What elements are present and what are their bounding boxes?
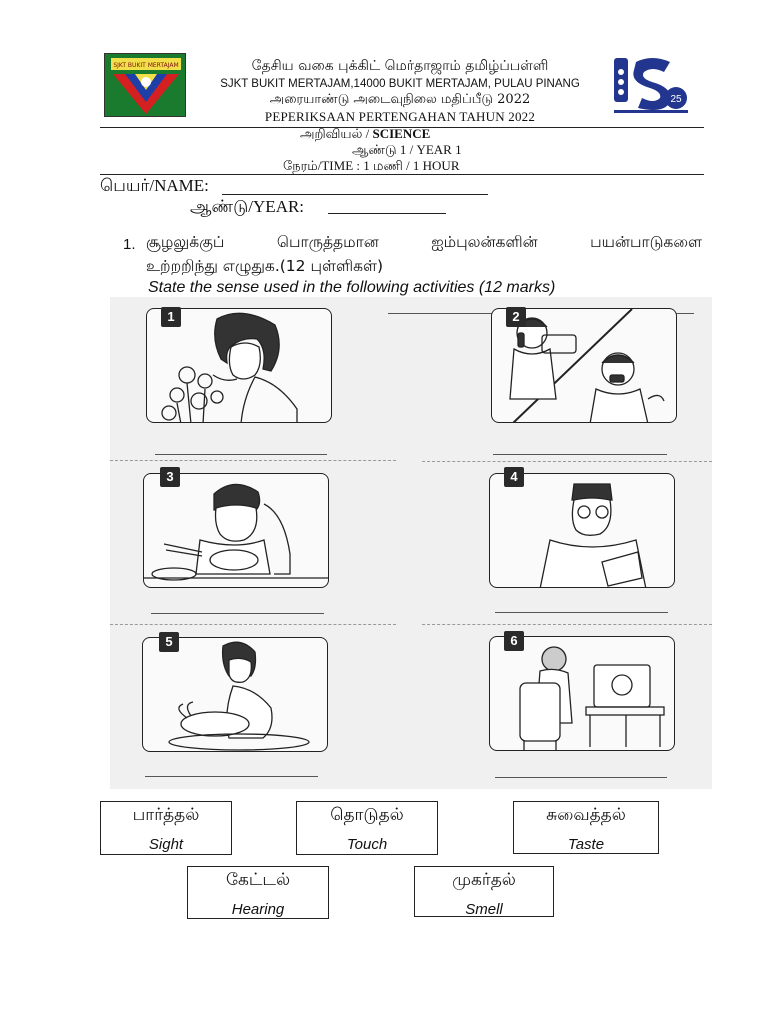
answer-line-1[interactable] xyxy=(155,454,327,455)
is25-logo xyxy=(612,52,690,118)
question-tamil-line2: உற்றறிந்து எழுதுக.(12 புள்ளிகள்) xyxy=(146,257,384,275)
subject-tamil: அறிவியல் / xyxy=(300,126,373,141)
year-label: ஆண்டு 1 / YEAR 1 xyxy=(352,142,462,157)
school-name-english: SJKT BUKIT MERTAJAM,14000 BUKIT MERTAJAM, PULAU PINANG xyxy=(220,78,580,90)
exam-title-malay: PEPERIKSAAN PERTENGAHAN TAHUN 2022 xyxy=(264,109,536,124)
answer-line-5[interactable] xyxy=(145,776,318,777)
option-smell-english: Smell xyxy=(465,901,503,917)
crest-text: SJKT BUKIT MERTAJAM xyxy=(113,62,179,69)
picture-3-eating xyxy=(143,473,329,588)
row-divider-1-right xyxy=(422,461,712,462)
option-touch-english: Touch xyxy=(346,836,388,853)
header-divider-bottom xyxy=(100,174,704,175)
option-taste xyxy=(513,801,659,854)
option-smell xyxy=(414,866,554,917)
option-sight-english: Sight xyxy=(148,836,184,853)
option-smell-tamil: முகர்தல் xyxy=(452,870,516,890)
school-name-tamil: தேசிய வகை புக்கிட் மெர்தாஜாம் தமிழ்ப்பள்ளி xyxy=(251,58,549,74)
picture-1-number: 1 xyxy=(161,307,181,327)
exam-title-tamil: அரையாண்டு அடைவுநிலை மதிப்பீடு 2022 xyxy=(269,92,531,107)
answer-line-3[interactable] xyxy=(151,613,324,614)
option-hearing-tamil: கேட்டல் xyxy=(225,870,291,890)
school-crest-logo xyxy=(104,53,186,117)
answer-line-6[interactable] xyxy=(495,777,667,778)
question-tamil-line1: சூழலுக்குப் பொருத்தமான ஐம்புலன்களின் பயன்பாடுகளை xyxy=(146,233,702,251)
option-sight xyxy=(100,801,232,855)
option-taste-tamil: சுவைத்தல் xyxy=(546,805,626,825)
picture-6-watching-tv xyxy=(489,636,675,751)
is25-number: 25 xyxy=(670,94,682,105)
name-label: பெயர்/NAME: xyxy=(100,176,209,195)
subject-english: SCIENCE xyxy=(372,126,431,141)
picture-6-number: 6 xyxy=(504,631,524,651)
answer-line-4[interactable] xyxy=(495,612,668,613)
option-taste-english: Taste xyxy=(567,836,605,853)
year-field-label: ஆண்டு/YEAR: xyxy=(190,197,305,216)
answer-line-2[interactable] xyxy=(493,454,667,455)
option-sight-tamil: பார்த்தல் xyxy=(132,805,200,825)
name-answer-line[interactable] xyxy=(222,194,488,195)
row-divider-2-right xyxy=(422,624,712,625)
picture-5-touching-rabbit xyxy=(142,637,328,752)
question-english: State the sense used in the following activities (12 marks) xyxy=(148,279,556,296)
pictures-panel xyxy=(110,297,712,789)
picture-3-number: 3 xyxy=(160,467,180,487)
option-touch xyxy=(296,801,438,855)
picture-4-reading xyxy=(489,473,675,588)
year-answer-line[interactable] xyxy=(328,213,446,214)
question-number: 1. xyxy=(123,236,136,253)
option-hearing xyxy=(187,866,329,919)
row-divider-2-left xyxy=(110,624,396,625)
picture-2-number: 2 xyxy=(506,307,526,327)
picture-4-number: 4 xyxy=(504,467,524,487)
option-touch-tamil: தொடுதல் xyxy=(330,805,404,825)
subject-label xyxy=(300,126,430,143)
picture-5-number: 5 xyxy=(159,632,179,652)
time-label: நேரம்/TIME : 1 மணி / 1 HOUR xyxy=(283,158,460,173)
option-hearing-english: Hearing xyxy=(231,901,285,918)
row-divider-1-left xyxy=(110,460,396,461)
